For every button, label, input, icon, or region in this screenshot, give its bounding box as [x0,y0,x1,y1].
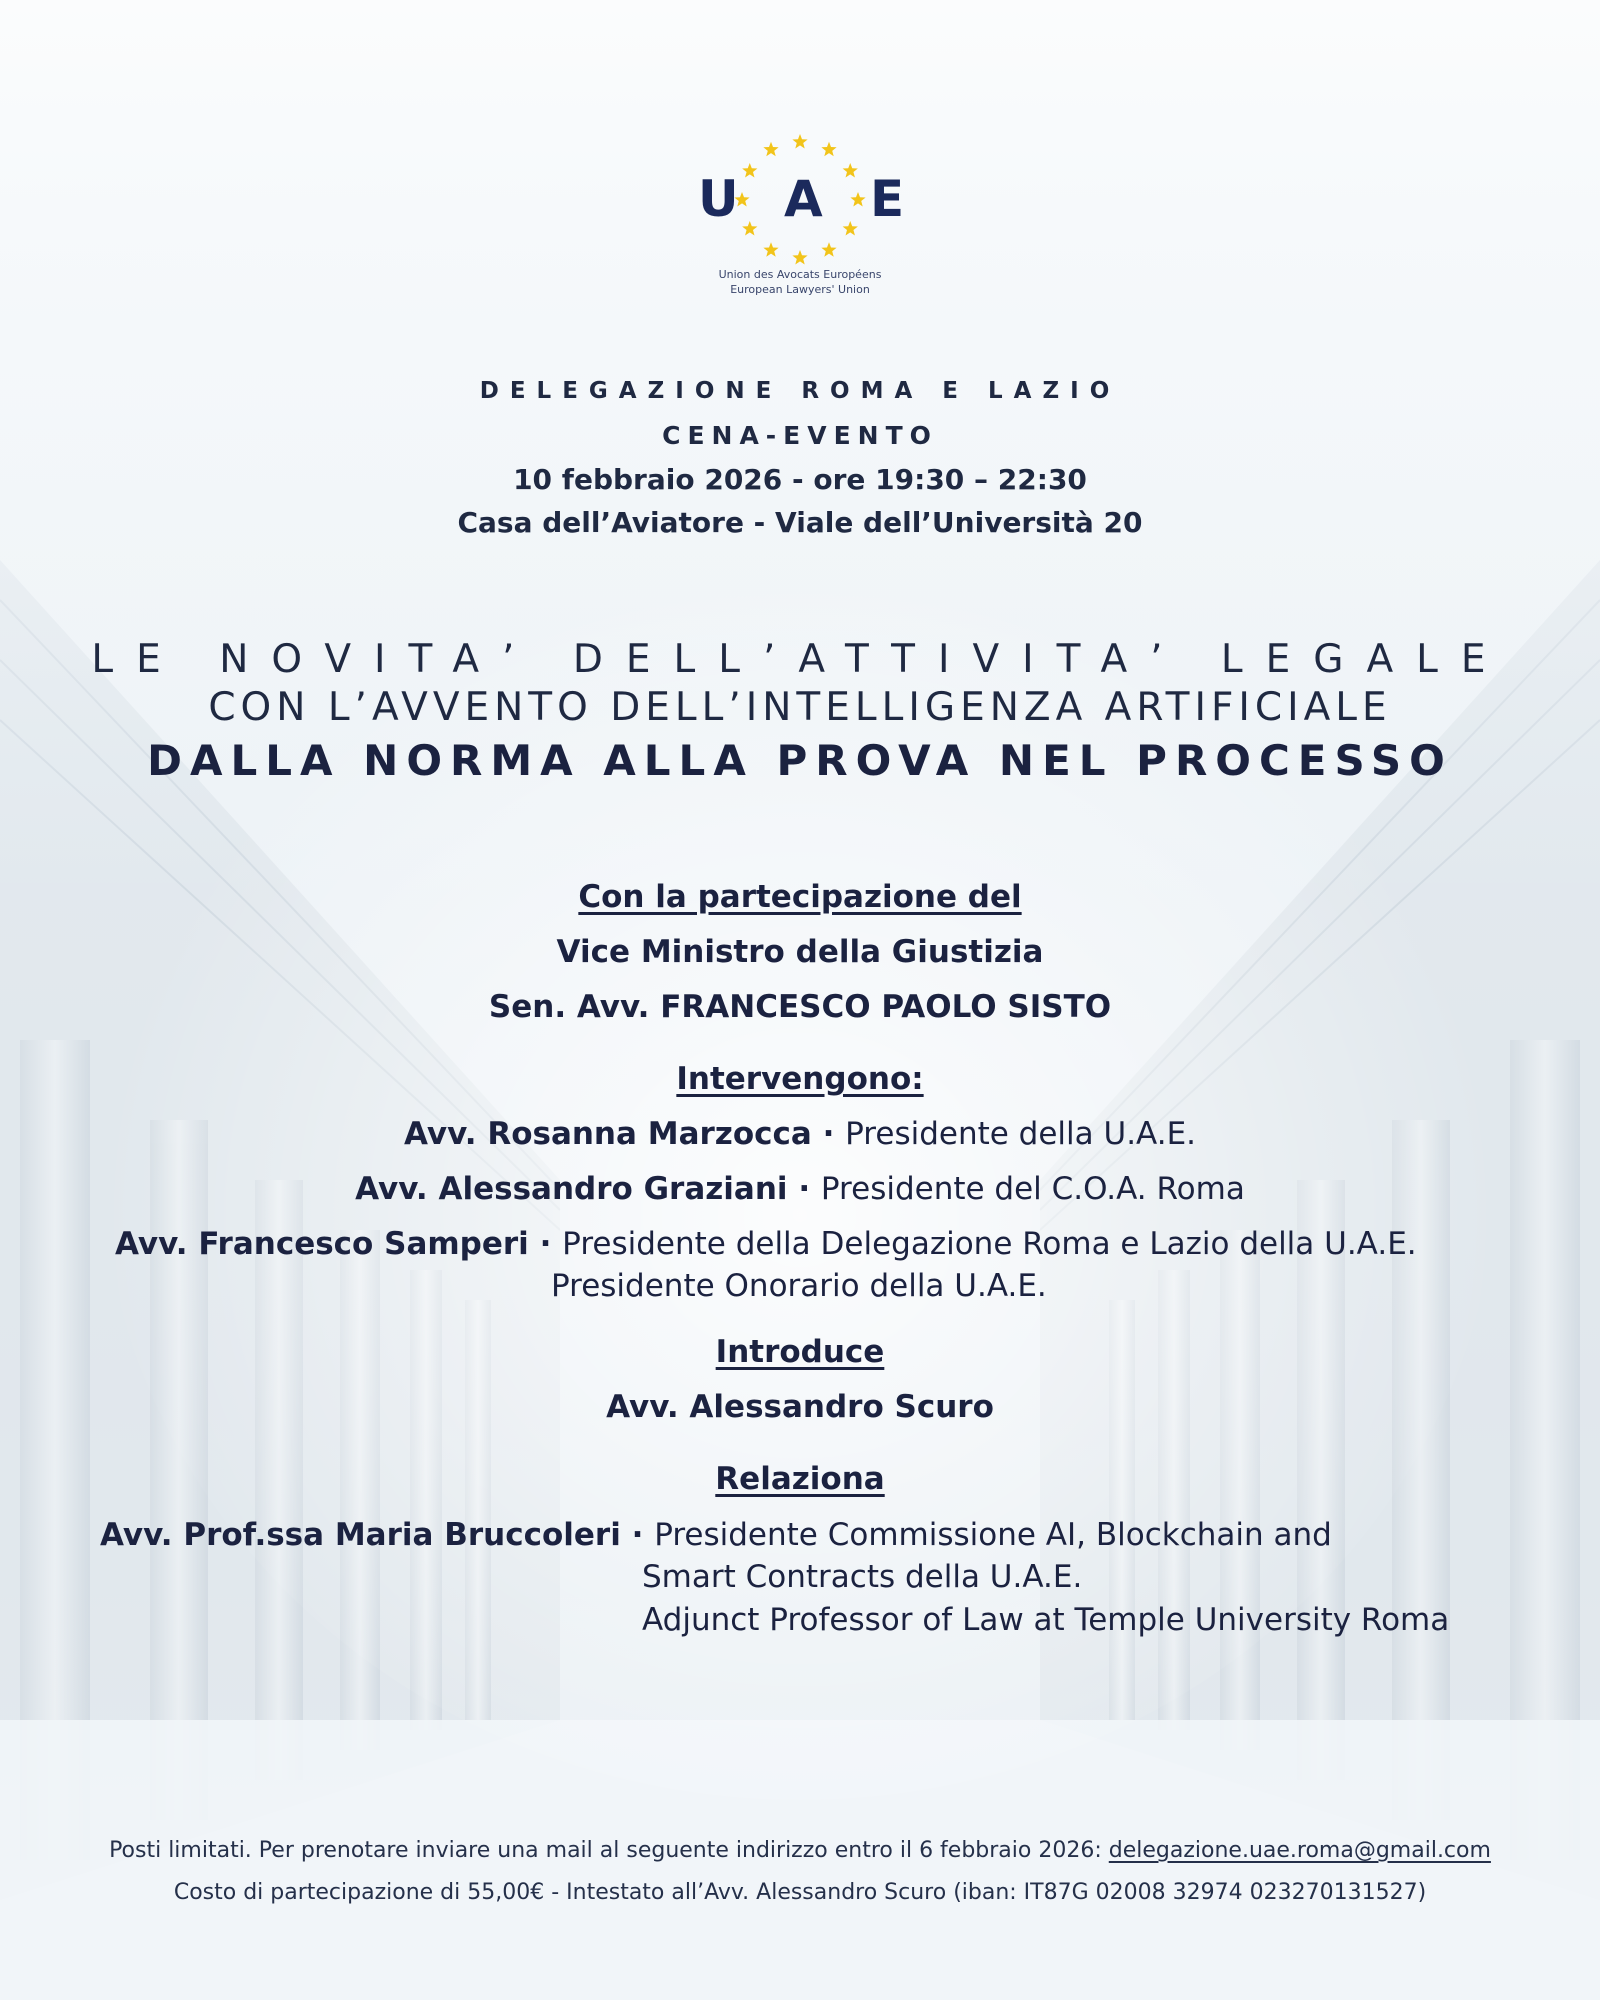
star-icon [742,163,757,177]
star-icon [821,242,836,256]
logo-letter-a: A [784,170,823,228]
star-icon [792,134,807,148]
cost-note: Costo di partecipazione di 55,00€ - Intestato all’Avv. Alessandro Scuro (iban: IT87G 02008 32974 023270131527) [173,1880,1427,1905]
relaziona-role-line: Smart Contracts della U.A.E. [642,1559,1083,1595]
star-icon [843,163,858,177]
star-icon [763,142,778,156]
participation-name: Sen. Avv. FRANCESCO PAOLO SISTO [488,989,1112,1025]
speaker-role: Presidente della Delegazione Roma e Lazio della U.A.E. [562,1226,1417,1262]
participation-heading: Con la partecipazione del [578,879,1022,915]
title-line-1: LE NOVITA’ DELL’ATTIVITA’ LEGALE [91,637,1509,682]
uae-logo [680,130,920,300]
title-line-2: CON L’AVVENTO DELL’INTELLIGENZA ARTIFICIALE [208,685,1392,730]
star-icon [742,221,757,235]
relaziona-name: Avv. Prof.ssa Maria Bruccoleri · [100,1517,655,1553]
booking-email-link[interactable]: delegazione.uae.roma@gmail.com [1108,1838,1491,1863]
logo-letter-u: U [698,170,739,228]
speaker-name: Avv. Alessandro Graziani · [355,1171,821,1207]
participation-role: Vice Ministro della Giustizia [556,934,1044,970]
star-icon [850,192,865,206]
star-icon [821,142,836,156]
speaker-row [0,1171,1600,1207]
star-icon [763,242,778,256]
title-line-3: DALLA NORMA ALLA PROVA NEL PROCESSO [147,736,1453,785]
logo-subtitle-en: European Lawyers' Union [730,283,870,296]
introduce-heading: Introduce [715,1334,885,1370]
booking-note: Posti limitati. Per prenotare inviare una mail al seguente indirizzo entro il 6 febbraio 2026: delegazione.uae.roma@gmail.com [109,1838,1491,1863]
speakers-heading: Intervengono: [676,1061,924,1097]
relaziona-role-line: Adjunct Professor of Law at Temple University Roma [642,1602,1450,1638]
speaker-role: Presidente della U.A.E. [845,1116,1197,1152]
speaker-name: Avv. Rosanna Marzocca · [403,1116,846,1152]
speaker-row [115,1226,1417,1262]
speaker-row [0,1116,1600,1152]
relaziona-row [100,1517,1332,1553]
relaziona-heading: Relaziona [715,1461,885,1497]
logo-letter-e: E [870,170,905,228]
event-type: CENA-EVENTO [662,421,938,450]
event-venue: Casa dell’Aviatore - Viale dell’Università 20 [457,506,1143,539]
speaker-name: Avv. Francesco Samperi · [115,1226,563,1262]
delegation-label: DELEGAZIONE ROMA E LAZIO [479,378,1121,404]
star-icon [792,250,807,264]
star-icon [843,221,858,235]
speaker-role: Presidente del C.O.A. Roma [820,1171,1245,1207]
event-date-time: 10 febbraio 2026 - ore 19:30 – 22:30 [513,463,1087,496]
speaker-role-second-line: Presidente Onorario della U.A.E. [551,1268,1047,1304]
relaziona-role-line: Presidente Commissione AI, Blockchain and [654,1517,1332,1553]
introduce-name: Avv. Alessandro Scuro [606,1389,994,1425]
logo-subtitle-fr: Union des Avocats Européens [718,268,882,281]
